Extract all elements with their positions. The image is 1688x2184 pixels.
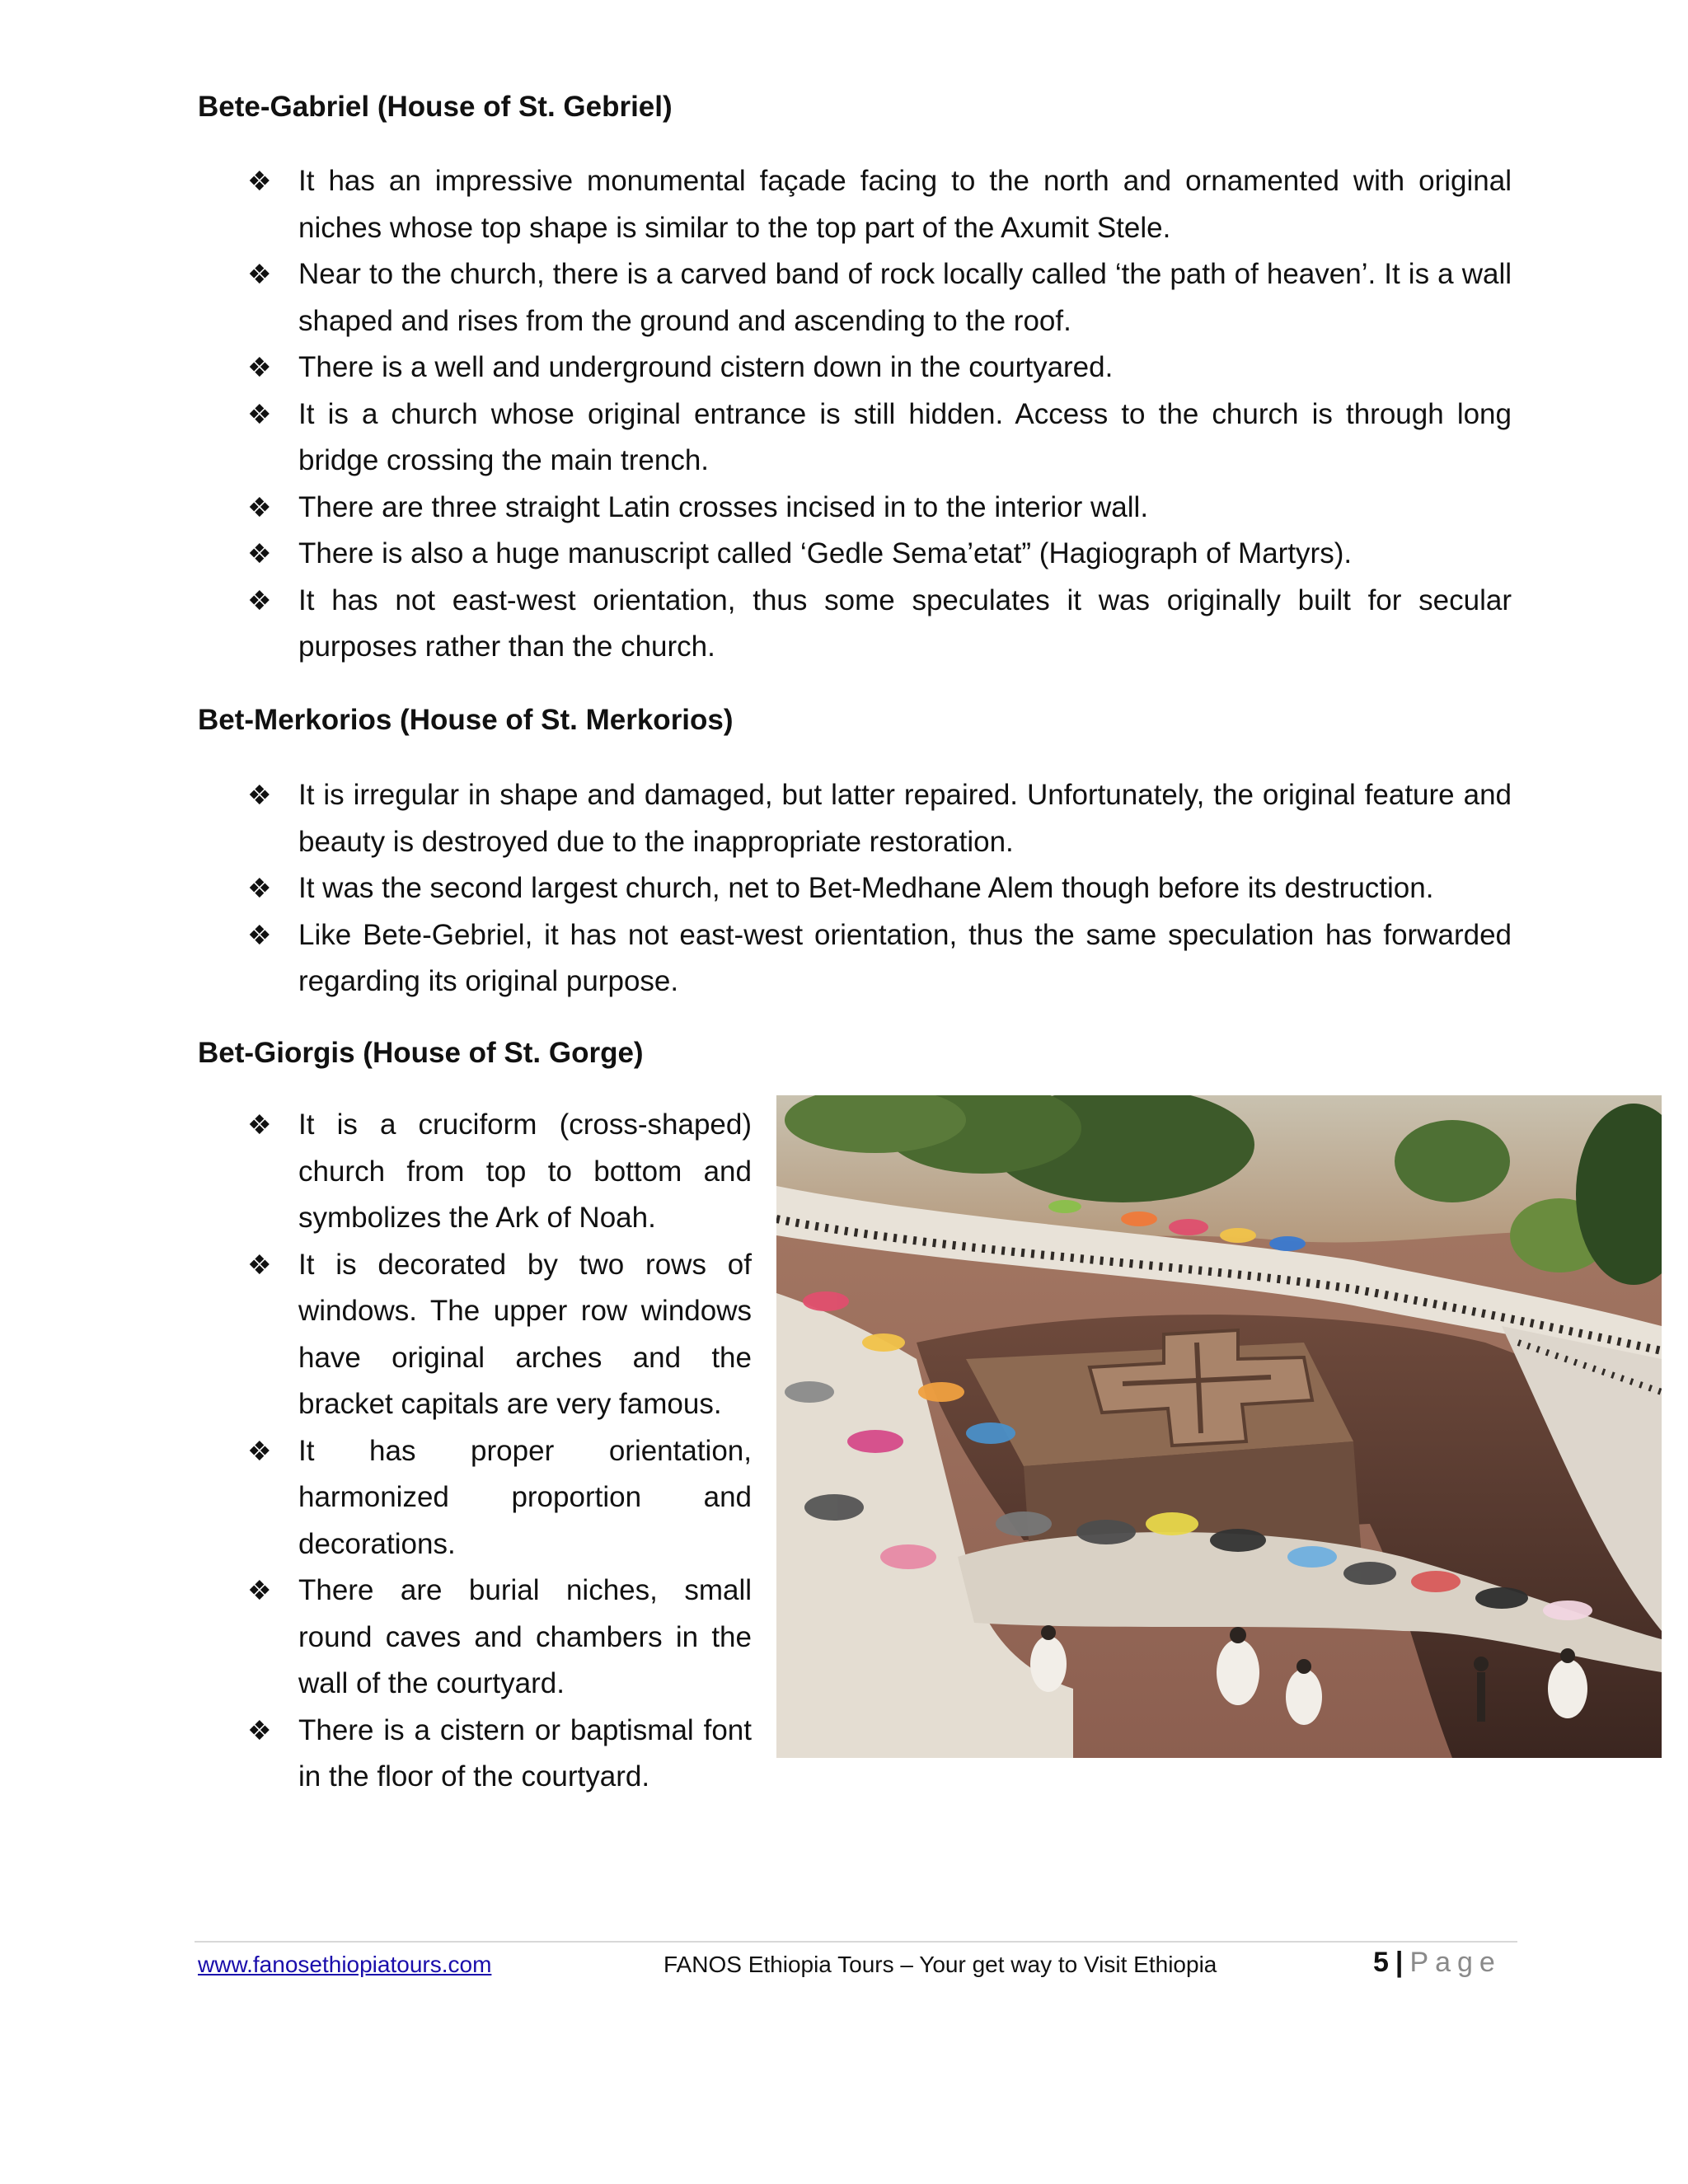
diamond-bullet-icon: ❖ (247, 780, 272, 810)
page-separator: | (1395, 1947, 1404, 1978)
list-item: ❖ It has not east-west orientation, thus some speculates it was originally built for secular purposes rather than the church. (198, 578, 1512, 671)
list-item: ❖ It has proper orientation, harmonized proportion and decorations. (198, 1428, 752, 1568)
list-item: ❖ Like Bete-Gebriel, it has not east-west orientation, thus the same speculation has forwarded regarding its original purpose. (198, 912, 1512, 1005)
footer-tagline: FANOS Ethiopia Tours – Your get way to Visit Ethiopia (663, 1952, 1217, 1977)
footer-website-link[interactable]: www.fanosethiopiatours.com (198, 1952, 492, 1977)
diamond-bullet-icon: ❖ (247, 1714, 272, 1746)
list-item: ❖ There are three straight Latin crosses incised in to the interior wall. (198, 485, 1512, 532)
section-heading-bet-giorgis: Bet-Giorgis (House of St. Gorge) (198, 1037, 644, 1069)
bet-giorgis-photo (776, 1095, 1662, 1758)
diamond-bullet-icon: ❖ (247, 398, 272, 429)
list-item: ❖ There are burial niches, small round caves and chambers in the wall of the courtyard. (198, 1568, 752, 1708)
list-item: ❖ It is decorated by two rows of windows. The upper row windows have original arches and the bracket capitals are very famous. (198, 1242, 752, 1428)
section-heading-bete-gabriel: Bete-Gabriel (House of St. Gebriel) (198, 91, 673, 123)
section-heading-bet-merkorios: Bet-Merkorios (House of St. Merkorios) (198, 704, 734, 736)
list-item: ❖ It is a cruciform (cross-shaped) church from top to bottom and symbolizes the Ark of Noah. (198, 1102, 752, 1242)
diamond-bullet-icon: ❖ (247, 1435, 272, 1466)
diamond-bullet-icon: ❖ (247, 1575, 272, 1605)
diamond-bullet-icon: ❖ (247, 538, 272, 569)
bet-giorgis-bullet-list (198, 1102, 752, 1801)
footer-divider (195, 1941, 1517, 1943)
page-number-indicator (1373, 1947, 1502, 1979)
diamond-bullet-icon: ❖ (247, 919, 272, 950)
list-item: ❖ There is also a huge manuscript called ‘Gedle Sema’etat” (Hagiograph of Martyrs). (198, 531, 1512, 578)
list-item: ❖ It has an impressive monumental façade facing to the north and ornamented with original niches whose top shape is similar to the top part of the Axumit Stele. (198, 158, 1512, 251)
page-label: Page (1409, 1947, 1502, 1978)
diamond-bullet-icon: ❖ (247, 491, 272, 523)
diamond-bullet-icon: ❖ (247, 259, 272, 289)
diamond-bullet-icon: ❖ (247, 873, 272, 903)
diamond-bullet-icon: ❖ (247, 1249, 272, 1280)
bete-gabriel-bullet-list (198, 158, 1512, 671)
diamond-bullet-icon: ❖ (247, 1109, 272, 1140)
list-item: ❖ It was the second largest church, net to Bet-Medhane Alem though before its destruction. (198, 865, 1512, 912)
bet-giorgis-illustration (776, 1095, 1662, 1758)
diamond-bullet-icon: ❖ (247, 166, 272, 196)
list-item: ❖ Near to the church, there is a carved band of rock locally called ‘the path of heaven’. It is a wall shaped and rises from the ground and ascending to the roof. (198, 251, 1512, 344)
list-item: ❖ It is irregular in shape and damaged, but latter repaired. Unfortunately, the original feature and beauty is destroyed due to the inappropriate restoration. (198, 772, 1512, 865)
list-item: ❖ There is a well and underground cistern down in the courtyared. (198, 344, 1512, 391)
diamond-bullet-icon: ❖ (247, 352, 272, 382)
list-item: ❖ It is a church whose original entrance is still hidden. Access to the church is through long bridge crossing the main trench. (198, 391, 1512, 485)
list-item: ❖ There is a cistern or baptismal font in the floor of the courtyard. (198, 1708, 752, 1801)
bet-merkorios-bullet-list (198, 772, 1512, 1005)
page-number: 5 (1373, 1947, 1389, 1978)
diamond-bullet-icon: ❖ (247, 584, 272, 616)
